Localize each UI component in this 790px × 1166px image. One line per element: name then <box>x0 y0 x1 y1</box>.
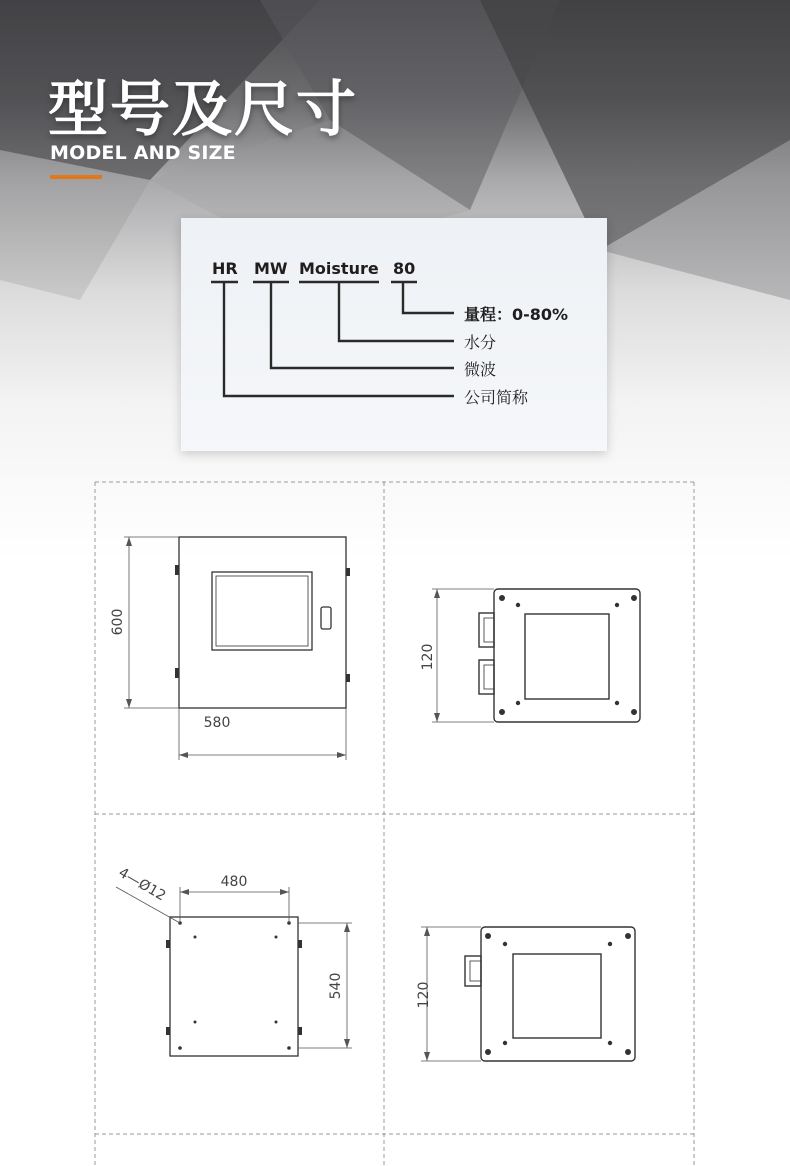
side-view-bottom-drawing <box>416 927 635 1061</box>
side-view-top-drawing <box>420 589 640 722</box>
mounting-view-drawing <box>116 865 352 1056</box>
page-subtitle: MODEL AND SIZE <box>50 142 236 164</box>
drawing-grid <box>95 482 694 1166</box>
legend-microwave: 微波 <box>464 360 497 379</box>
legend-range: 量程：0-80% <box>464 305 569 324</box>
mounting-width-label: 480 <box>220 874 248 890</box>
front-view-drawing <box>110 537 350 760</box>
code-part-moisture: Moisture <box>299 259 379 278</box>
side-top-height-label: 120 <box>420 643 436 671</box>
mounting-height-label: 540 <box>328 972 344 1000</box>
code-part-range: 80 <box>393 259 416 278</box>
page-title: 型号及尺寸 <box>48 75 358 145</box>
mounting-holes-label: 4—Ø12 <box>115 864 169 905</box>
code-part-microwave: MW <box>254 259 288 278</box>
code-part-company: HR <box>212 259 238 278</box>
front-height-label: 600 <box>110 608 126 636</box>
legend-company: 公司简称 <box>464 388 529 407</box>
side-bottom-height-label: 120 <box>416 981 432 1009</box>
front-width-label: 580 <box>203 715 231 731</box>
legend-moisture: 水分 <box>464 333 497 352</box>
